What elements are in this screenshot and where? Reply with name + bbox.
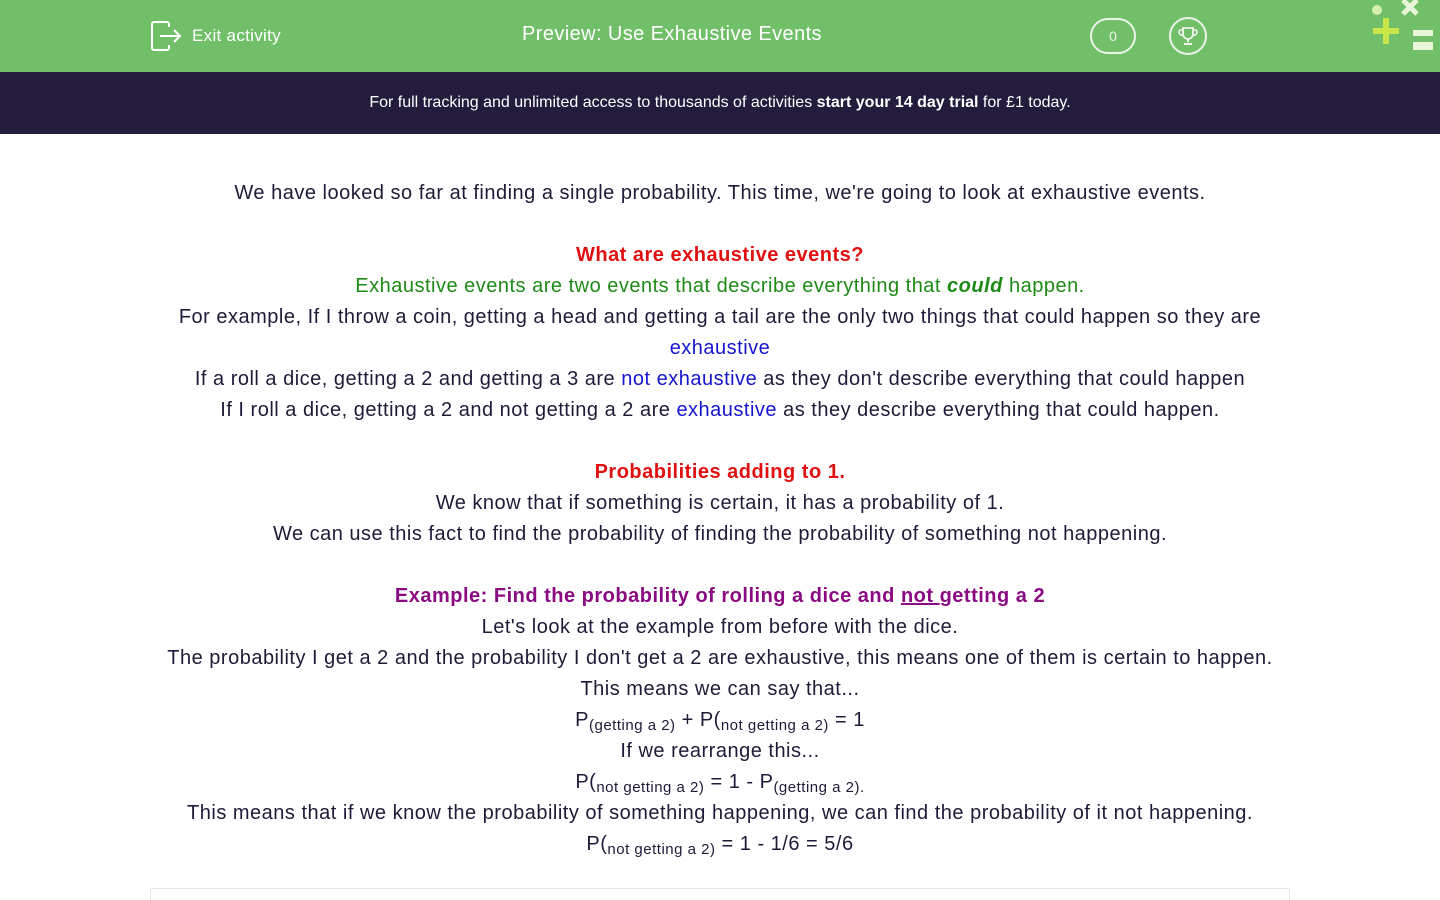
trial-banner — [0, 72, 1440, 134]
example-coin-text: For example, If I throw a coin, getting a head and getting a tail are the only two things that could happen so they are exhaustive — [178, 306, 1262, 359]
page-title: Preview: Use Exhaustive Events — [522, 23, 822, 45]
equation-sum: $P_{(getting a 2)} + P(_{not getting a 2)} = 1$ — [575, 709, 865, 734]
trial-text-after: for £1 today. — [978, 94, 1071, 111]
intro-text: We have looked so far at finding a single probability. This time, we're going to look at exhaustive events. — [234, 182, 1206, 204]
heading-probabilities-adding: Probabilities adding to 1. — [594, 461, 846, 483]
definition-text: Exhaustive events are two events that describe everything that could happen. — [355, 275, 1085, 297]
equation-rearranged: $P(_{not getting a 2)} = 1 - P_{(getting a 2).}$ — [575, 771, 865, 796]
trial-text-before: For full tracking and unlimited access to thousands of activities — [369, 94, 817, 111]
question-card — [150, 888, 1290, 900]
look-text: Let's look at the example from before with the dice. — [481, 616, 959, 638]
lesson-content — [150, 178, 1290, 860]
means-text: This means that if we know the probability of something happening, we can find the probability of it not happening. — [187, 802, 1253, 824]
example-not-exhaustive-text: If a roll a dice, getting a 2 and getting a 3 are not exhaustive as they don't describe everything that could happen — [194, 368, 1246, 390]
exhaustive-line-text: The probability I get a 2 and the probability I don't get a 2 are exhaustive, this means one of them is certain to happen. — [167, 647, 1273, 669]
say-that-text: This means we can say that... — [580, 678, 860, 700]
top-bar — [0, 0, 1440, 72]
score-badge: 0 — [1090, 18, 1136, 54]
example-exhaustive-text: If I roll a dice, getting a 2 and not getting a 2 are exhaustive as they describe everything that could happen. — [220, 399, 1220, 421]
trophy-button[interactable] — [1169, 17, 1207, 55]
certain-text: We know that if something is certain, it has a probability of 1. — [435, 492, 1005, 514]
brand-logo-icon — [1365, 0, 1440, 60]
equation-result: $P(_{not getting a 2)} = 1 - 1/6 = 5/6$ — [586, 833, 854, 858]
exit-activity-label: Exit activity — [192, 26, 281, 45]
heading-exhaustive-events: What are exhaustive events? — [575, 244, 865, 266]
rearrange-text: If we rearrange this... — [620, 740, 820, 762]
trophy-icon — [1177, 25, 1199, 47]
trial-link[interactable]: start your 14 day trial — [816, 94, 979, 111]
use-fact-text: We can use this fact to find the probability of finding the probability of something not happening. — [272, 523, 1168, 545]
heading-example: Example: Find the probability of rolling a dice and not getting a 2 — [394, 585, 1046, 607]
